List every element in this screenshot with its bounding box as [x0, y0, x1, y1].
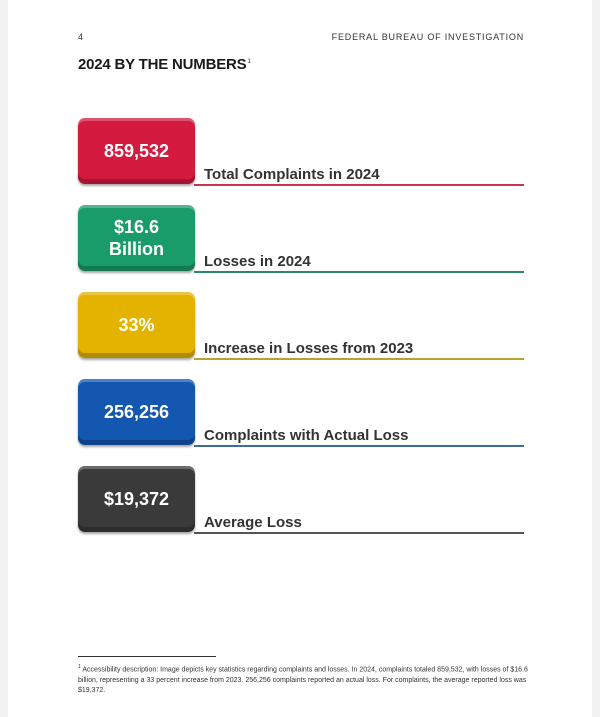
stat-complaints-with-loss: [78, 379, 524, 447]
stat-value: 33%: [118, 315, 155, 335]
stat-badge: [78, 205, 195, 271]
stat-label: Average Loss: [204, 514, 302, 531]
stat-badge: [78, 118, 195, 184]
stat-underline: [194, 184, 524, 186]
stat-total-complaints: [78, 118, 524, 186]
stat-badge: [78, 379, 195, 445]
document-page: [8, 0, 592, 717]
stat-value: $16.6 Billion: [109, 217, 164, 259]
stat-average-loss: [78, 466, 524, 534]
footnote: [78, 662, 528, 697]
stat-value: $19,372: [103, 489, 170, 509]
footnote-marker: 1: [78, 664, 81, 670]
stat-increase: [78, 292, 524, 360]
stat-value: 859,532: [103, 141, 170, 161]
stat-label: Total Complaints in 2024: [204, 166, 380, 183]
title-footnote-marker: 1: [247, 59, 251, 65]
stat-value: 256,256: [103, 402, 170, 422]
stat-underline: [194, 445, 524, 447]
stat-underline: [194, 358, 524, 360]
page-number: 4: [78, 32, 84, 42]
stat-label: Complaints with Actual Loss: [204, 427, 409, 444]
running-header: FEDERAL BUREAU OF INVESTIGATION: [331, 32, 524, 42]
stat-badge: [78, 292, 195, 358]
page-title-text: 2024 BY THE NUMBERS: [78, 56, 247, 73]
stat-label: Increase in Losses from 2023: [204, 340, 414, 357]
stat-losses: [78, 205, 524, 273]
stat-label: Losses in 2024: [204, 253, 311, 270]
stat-badge: [78, 466, 195, 532]
page-title: [78, 56, 251, 73]
stat-underline: [194, 271, 524, 273]
footnote-divider: [78, 656, 216, 657]
stat-underline: [194, 532, 524, 534]
footnote-text: Accessibility description: Image depicts key statistics regarding complaints and losses. In 2024, complaints totaled 859,532, with losses of $16.6 billion, representing a 33 percent increase from 2023. 256,256 complaints reported an actual loss. For complaints, the average reported loss was $19,372.: [78, 666, 528, 695]
